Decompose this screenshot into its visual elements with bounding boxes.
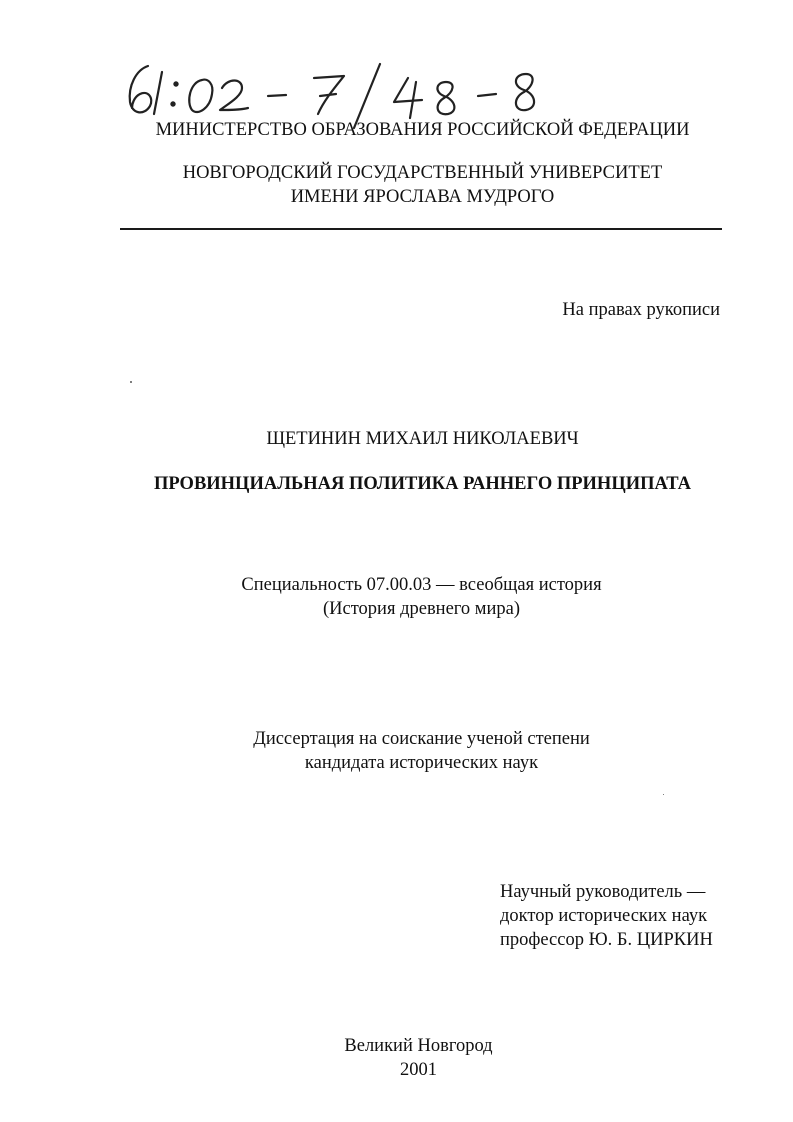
rights-note: На правах рукописи [562, 300, 720, 320]
advisor-line1: Научный руководитель — [500, 882, 706, 902]
header-divider [120, 228, 722, 230]
university-name-line1: НОВГОРОДСКИЙ ГОСУДАРСТВЕННЫЙ УНИВЕРСИТЕТ [182, 163, 663, 183]
specialty-line2: (История древнего мира) [322, 599, 521, 619]
degree-line2: кандидата исторических наук [304, 753, 539, 773]
scan-speck [663, 794, 664, 795]
degree-line1: Диссертация на соискание ученой степени [253, 729, 590, 749]
advisor-line2: доктор исторических наук [500, 906, 708, 926]
ministry-heading: МИНИСТЕРСТВО ОБРАЗОВАНИЯ РОССИЙСКОЙ ФЕДЕРАЦИИ [155, 120, 690, 140]
scan-speck [130, 381, 132, 383]
city: Великий Новгород [344, 1036, 493, 1056]
specialty-line1: Специальность 07.00.03 — всеобщая история [241, 575, 602, 595]
dissertation-title: ПРОВИНЦИАЛЬНАЯ ПОЛИТИКА РАННЕГО ПРИНЦИПАТА [153, 474, 692, 494]
author-name: ЩЕТИНИН МИХАИЛ НИКОЛАЕВИЧ [266, 429, 579, 449]
university-name-line2: ИМЕНИ ЯРОСЛАВА МУДРОГО [290, 187, 555, 207]
advisor-block [500, 880, 713, 952]
advisor-line3: профессор Ю. Б. ЦИРКИН [500, 930, 713, 950]
year: 2001 [400, 1060, 437, 1080]
